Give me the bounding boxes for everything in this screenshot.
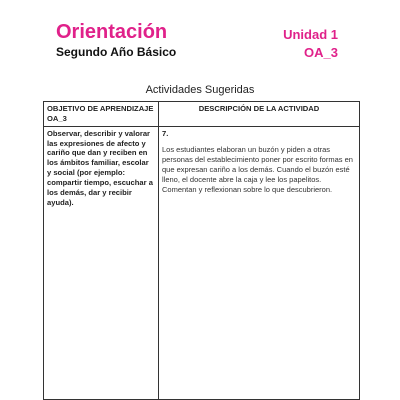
- oa-code-label: OA_3: [304, 45, 338, 60]
- description-cell: [159, 126, 360, 399]
- unit-label: Unidad 1: [283, 27, 338, 42]
- page-subtitle: Segundo Año Básico: [56, 45, 177, 59]
- activity-number: 7.: [162, 128, 169, 138]
- section-title: Actividades Sugeridas: [145, 84, 255, 96]
- description-column-header: DESCRIPCIÓN DE LA ACTIVIDAD: [159, 102, 360, 127]
- objective-column-header: OBJETIVO DE APRENDIZAJE OA_3: [44, 102, 159, 127]
- table-header-row: [44, 102, 360, 127]
- objective-cell: Observar, describir y valorar las expresiones de afecto y cariño que dan y reciben en los ámbitos familiar, escolar y social (por ejemplo: compartir tiempo, escuchar a los demás, dar y recibir ayuda).: [44, 126, 159, 399]
- activity-description: Los estudiantes elaboran un buzón y piden a otras personas del establecimiento poner por escrito formas en que expresan cariño a los demás. Cuando el buzón esté lleno, el docente abre la caja y lee los papelitos. Comentan y reflexionan sobre lo que descubrieron.: [162, 144, 353, 195]
- activities-table: [43, 101, 360, 400]
- table-row: [44, 126, 360, 399]
- page-title: Orientación: [56, 21, 168, 43]
